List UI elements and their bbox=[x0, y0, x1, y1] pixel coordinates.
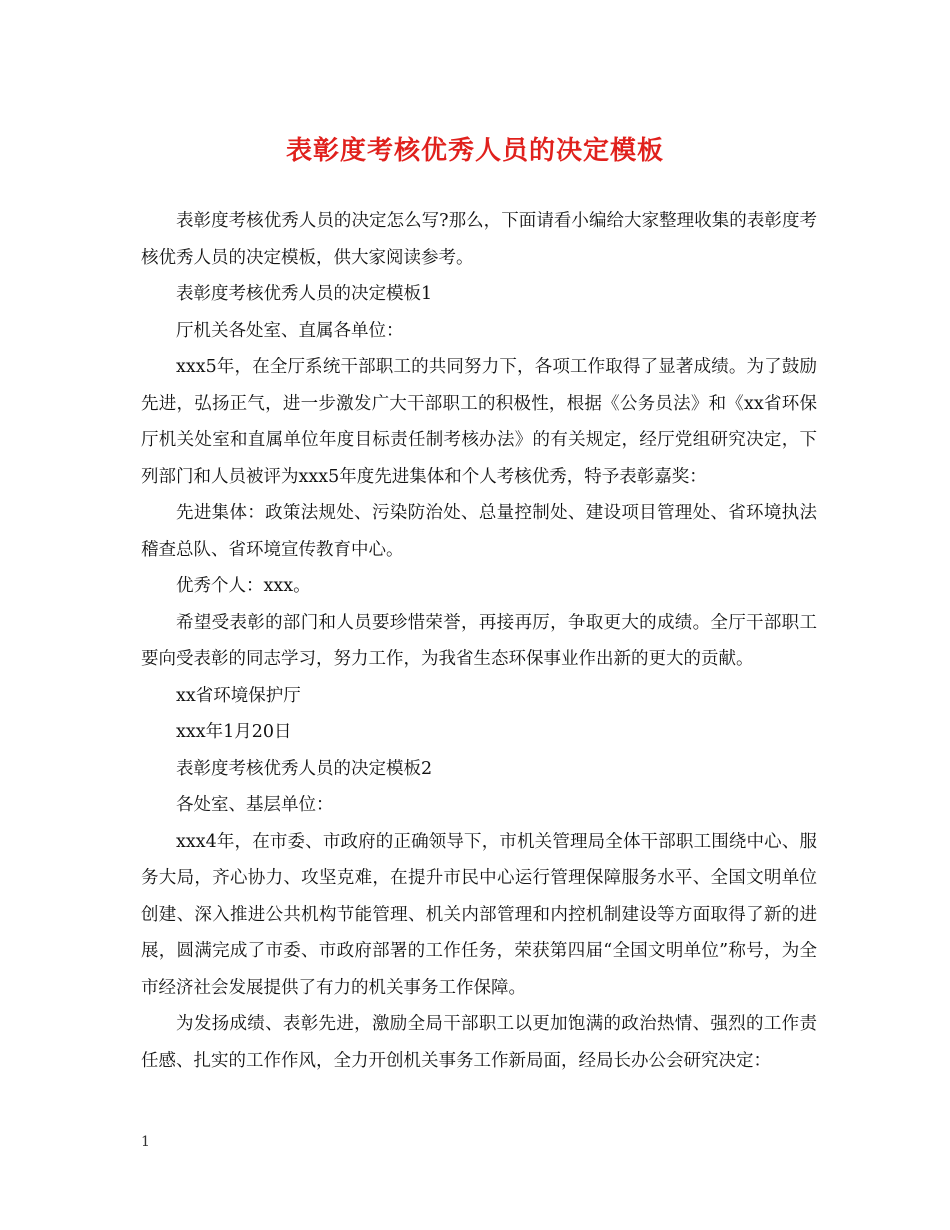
paragraph-intro: 表彰度考核优秀人员的决定怎么写?那么，下面请看小编给大家整理收集的表彰度考核优秀人员的决定模板，供大家阅读参考。 bbox=[141, 211, 817, 268]
paragraph-body-2: xxx4年，在市委、市政府的正确领导下，市机关管理局全体干部职工围绕中心、服务大局，齐心协力、攻坚克难，在提升市民中心运行管理保障服务水平、全国文明单位创建、深入推进公共机构节能管理、机关内部管理和内控机制建设等方面取得了新的进展，圆满完成了市委、市政府部署的工作任务，荣获第四届“全国文明单位”称号，为全市经济社会发展提供了有力的机关事务工作保障。 bbox=[141, 831, 817, 998]
paragraph-decision-2: 为发扬成绩、表彰先进，激励全局干部职工以更加饱满的政治热情、强烈的工作责任感、扎实的工作作风，全力开创机关事务工作新局面，经局长办公会研究决定： bbox=[141, 1014, 817, 1071]
paragraph-hope: 希望受表彰的部门和人员要珍惜荣誉，再接再厉，争取更大的成绩。全厅干部职工要向受表彰的同志学习，努力工作，为我省生态环保事业作出新的更大的贡献。 bbox=[141, 612, 817, 669]
paragraph-salutation-2: 各处室、基层单位： bbox=[176, 795, 334, 815]
page-number: 1 bbox=[141, 1134, 150, 1150]
paragraph-salutation-1: 厅机关各处室、直属各单位： bbox=[176, 320, 404, 341]
paragraph-signature-org: xx省环境保护厅 bbox=[176, 685, 301, 706]
paragraph-signature-date: xxx年1月20日 bbox=[176, 722, 292, 742]
paragraph-template-2-heading: 表彰度考核优秀人员的决定模板2 bbox=[176, 758, 433, 779]
paragraph-excellent-individuals: 优秀个人：xxx。 bbox=[176, 576, 311, 596]
paragraph-advanced-collectives: 先进集体：政策法规处、污染防治处、总量控制处、建设项目管理处、省环境执法稽查总队、省环境宣传教育中心。 bbox=[141, 503, 817, 560]
document-body bbox=[141, 203, 817, 1079]
paragraph-body-1: xxx5年，在全厅系统干部职工的共同努力下，各项工作取得了显著成绩。为了鼓励先进，弘扬正气，进一步激发广大干部职工的积极性，根据《公务员法》和《xx省环保厅机关处室和直属单位年度目标责任制考核办法》的有关规定，经厅党组研究决定，下列部门和人员被评为xxx5年度先进集体和个人考核优秀，特予表彰嘉奖： bbox=[141, 357, 817, 487]
document-title: 表彰度考核优秀人员的决定模板 bbox=[285, 136, 664, 166]
paragraph-template-1-heading: 表彰度考核优秀人员的决定模板1 bbox=[176, 284, 433, 304]
